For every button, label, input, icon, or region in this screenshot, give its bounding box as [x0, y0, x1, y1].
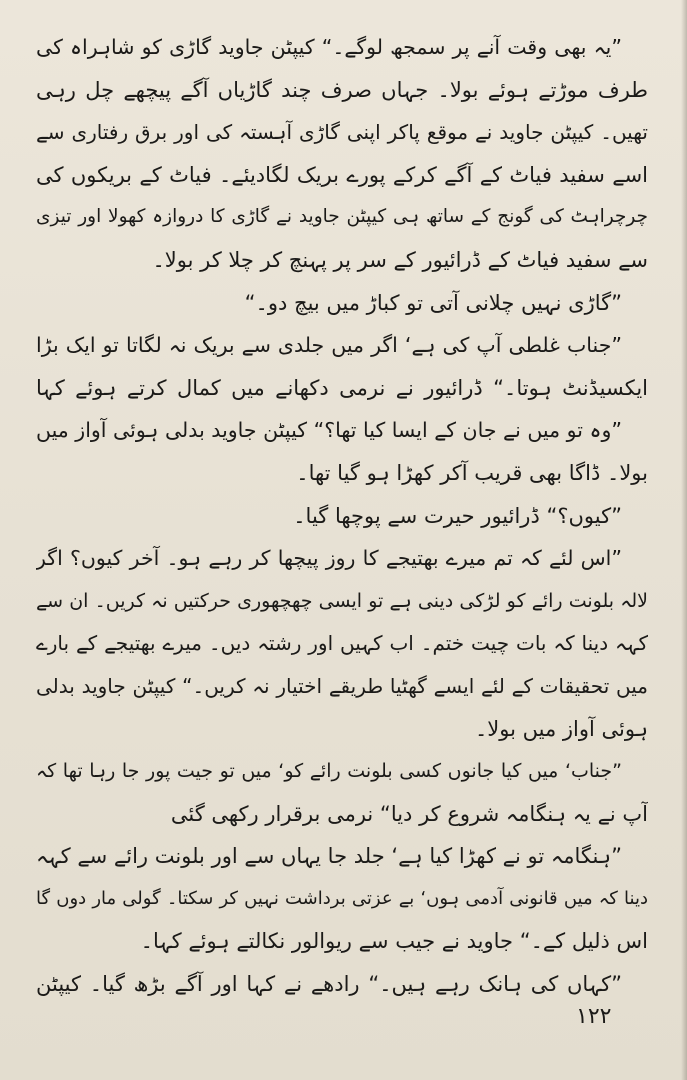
text-line: ”جناب‘ میں کیا جانوں کسی بلونت رائے کو‘ میں تو جیت پور جا رہا تھا کہ	[36, 760, 622, 783]
text-line: ”ہنگامہ تو نے کھڑا کیا ہے‘ جلد جا یہاں سے اور بلونت رائے سے کہہ	[36, 844, 622, 869]
text-line: ”وہ تو میں نے جان کے ایسا کیا تھا؟“ کیپٹن جاوید بدلی ہوئی آواز میں	[36, 418, 622, 443]
text-line: ”یہ بھی وقت آنے پر سمجھ لوگے۔“ کیپٹن جاوید گاڑی کو شاہراہ کی	[36, 35, 622, 59]
text-line: میں تحقیقات کے لئے ایسے گھٹیا طریقے اختیار نہ کریں۔“ کیپٹن جاوید بدلی	[36, 673, 648, 698]
body-text	[36, 26, 648, 1006]
text-line: ایکسیڈنٹ ہوتا۔“ ڈرائیور نے نرمی دکھانے میں کمال کرتے ہوئے کہا	[36, 375, 648, 400]
text-line: ”کہاں کی ہانک رہے ہیں۔“ رادھے نے کہا اور آگے بڑھ گیا۔ کیپٹن	[36, 972, 622, 997]
text-line: اس ذلیل کے۔“ جاوید نے جیب سے ریوالور نکالتے ہوئے کہا۔	[140, 929, 648, 954]
text-line: سے سفید فیاٹ کے ڈرائیور کے سر پر پہنچ کر چلا کر بولا۔	[152, 247, 648, 272]
text-line: طرف موڑتے ہوئے بولا۔ جہاں صرف چند گاڑیاں آگے پیچھے چل رہی	[36, 77, 648, 102]
text-line: دینا کہ میں قانونی آدمی ہوں‘ بے عزتی برداشت نہیں کر سکتا۔ گولی مار دوں گا	[36, 887, 648, 909]
text-line: اسے سفید فیاٹ کے آگے کرکے پورے بریک لگادیئے۔ فیاٹ کے بریکوں کی	[36, 162, 648, 187]
text-line: ”اس لئے کہ تم میرے بھتیجے کا روز پیچھا کر رہے ہو۔ آخر کیوں؟ اگر	[36, 546, 622, 571]
text-line: لالہ بلونت رائے کو لڑکی دینی ہے تو ایسی چھچھوری حرکتیں نہ کریں۔ ان سے	[36, 589, 648, 612]
page-edge-shadow	[681, 0, 687, 1080]
text-line: کہہ دینا کہ بات چیت ختم۔ اب کہیں اور رشتہ دیں۔ میرے بھتیجے کے بارے	[36, 631, 648, 656]
text-line: بولا۔ ڈاگا بھی قریب آکر کھڑا ہو گیا تھا۔	[296, 460, 648, 485]
text-line: آپ نے یہ ہنگامہ شروع کر دیا“ نرمی برقرار رکھی گئی	[170, 801, 648, 826]
page-number: ۱۲۲	[576, 1004, 612, 1029]
text-line: ”جناب غلطی آپ کی ہے‘ اگر میں جلدی سے بریک نہ لگاتا تو ایک بڑا	[36, 333, 622, 358]
text-line: ہوئی آواز میں بولا۔	[474, 716, 648, 741]
text-line: ”گاڑی نہیں چلانی آتی تو کباڑ میں بیچ دو۔“	[244, 290, 622, 315]
text-line: تھیں۔ کیپٹن جاوید نے موقع پاکر اپنی گاڑی آہستہ کی اور برق رفتاری سے	[36, 120, 648, 145]
text-line: ”کیوں؟“ ڈرائیور حیرت سے پوچھا گیا۔	[293, 503, 622, 528]
text-line: چرچراہٹ کی گونج کے ساتھ ہی کیپٹن جاوید نے گاڑی کا دروازہ کھولا اور تیزی	[36, 206, 648, 228]
